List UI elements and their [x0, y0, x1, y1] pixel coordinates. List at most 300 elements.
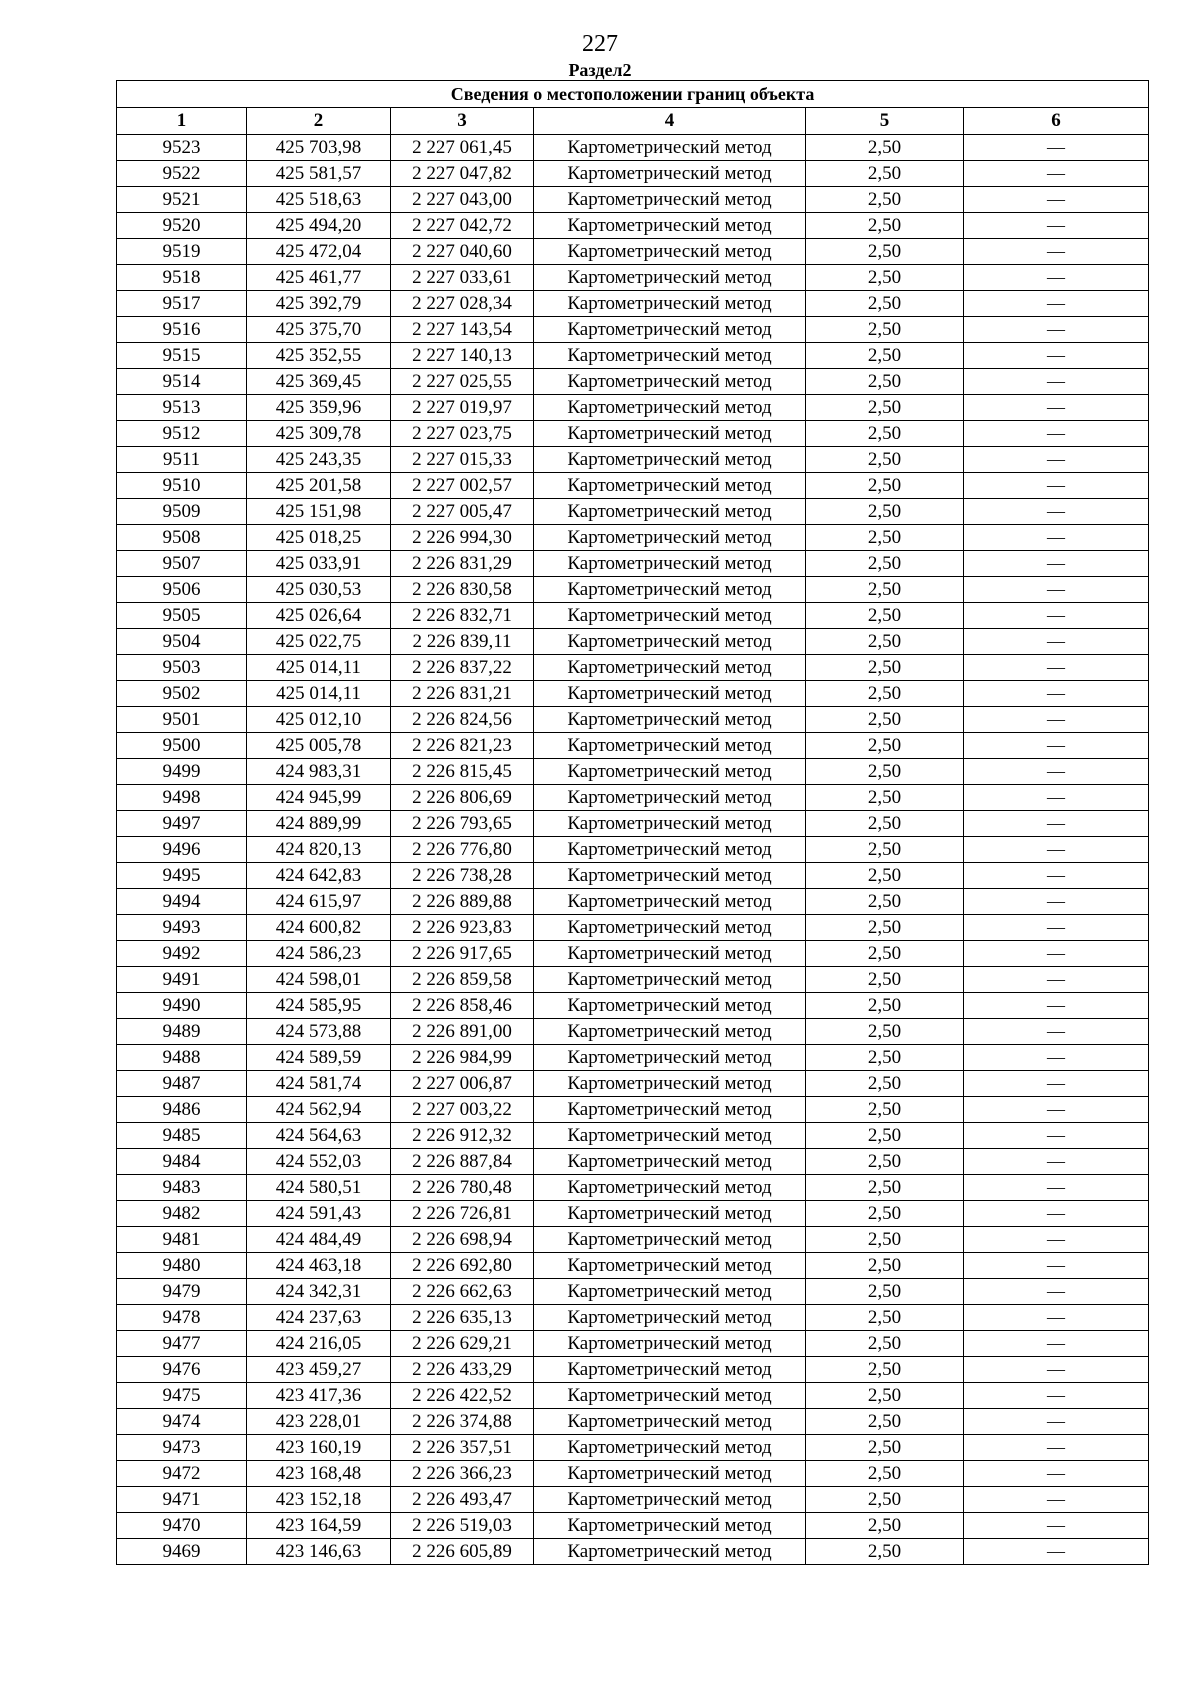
x-coordinate-cell: 425 022,75: [247, 629, 391, 655]
table-row: [117, 1175, 1149, 1201]
description-cell: —: [964, 473, 1149, 499]
method-cell: Картометрический метод: [534, 1019, 806, 1045]
y-coordinate-cell: 2 226 837,22: [391, 655, 534, 681]
x-coordinate-cell: 424 237,63: [247, 1305, 391, 1331]
y-coordinate-cell: 2 226 887,84: [391, 1149, 534, 1175]
x-coordinate-cell: 425 461,77: [247, 265, 391, 291]
description-cell: —: [964, 421, 1149, 447]
point-number-cell: 9505: [117, 603, 247, 629]
table-row: [117, 941, 1149, 967]
method-cell: Картометрический метод: [534, 1097, 806, 1123]
accuracy-cell: 2,50: [806, 1409, 964, 1435]
table-row: [117, 447, 1149, 473]
method-cell: Картометрический метод: [534, 265, 806, 291]
point-number-cell: 9503: [117, 655, 247, 681]
y-coordinate-cell: 2 226 780,48: [391, 1175, 534, 1201]
table-row: [117, 837, 1149, 863]
table-row: [117, 551, 1149, 577]
accuracy-cell: 2,50: [806, 369, 964, 395]
accuracy-cell: 2,50: [806, 629, 964, 655]
description-cell: —: [964, 1357, 1149, 1383]
y-coordinate-cell: 2 226 738,28: [391, 863, 534, 889]
y-coordinate-cell: 2 226 821,23: [391, 733, 534, 759]
accuracy-cell: 2,50: [806, 967, 964, 993]
description-cell: —: [964, 863, 1149, 889]
accuracy-cell: 2,50: [806, 1019, 964, 1045]
description-cell: —: [964, 239, 1149, 265]
accuracy-cell: 2,50: [806, 837, 964, 863]
method-cell: Картометрический метод: [534, 1149, 806, 1175]
table-row: [117, 1513, 1149, 1539]
table-row: [117, 213, 1149, 239]
accuracy-cell: 2,50: [806, 603, 964, 629]
description-cell: —: [964, 395, 1149, 421]
method-cell: Картометрический метод: [534, 707, 806, 733]
method-cell: Картометрический метод: [534, 1435, 806, 1461]
point-number-cell: 9497: [117, 811, 247, 837]
point-number-cell: 9516: [117, 317, 247, 343]
table-row: [117, 1045, 1149, 1071]
method-cell: Картометрический метод: [534, 1487, 806, 1513]
table-row: [117, 889, 1149, 915]
accuracy-cell: 2,50: [806, 993, 964, 1019]
accuracy-cell: 2,50: [806, 1539, 964, 1565]
description-cell: —: [964, 1513, 1149, 1539]
x-coordinate-cell: 423 152,18: [247, 1487, 391, 1513]
y-coordinate-cell: 2 227 061,45: [391, 135, 534, 161]
method-cell: Картометрический метод: [534, 1461, 806, 1487]
table-row: [117, 1461, 1149, 1487]
description-cell: —: [964, 1227, 1149, 1253]
accuracy-cell: 2,50: [806, 551, 964, 577]
y-coordinate-cell: 2 226 831,21: [391, 681, 534, 707]
description-cell: —: [964, 629, 1149, 655]
y-coordinate-cell: 2 227 015,33: [391, 447, 534, 473]
y-coordinate-cell: 2 226 917,65: [391, 941, 534, 967]
accuracy-cell: 2,50: [806, 265, 964, 291]
y-coordinate-cell: 2 226 692,80: [391, 1253, 534, 1279]
description-cell: —: [964, 1123, 1149, 1149]
method-cell: Картометрический метод: [534, 1175, 806, 1201]
description-cell: —: [964, 525, 1149, 551]
point-number-cell: 9520: [117, 213, 247, 239]
table-caption: Сведения о местоположении границ объекта: [117, 81, 1149, 108]
table-row: [117, 1305, 1149, 1331]
point-number-cell: 9482: [117, 1201, 247, 1227]
x-coordinate-cell: 424 642,83: [247, 863, 391, 889]
point-number-cell: 9508: [117, 525, 247, 551]
point-number-cell: 9480: [117, 1253, 247, 1279]
point-number-cell: 9474: [117, 1409, 247, 1435]
table-row: [117, 1019, 1149, 1045]
y-coordinate-cell: 2 226 912,32: [391, 1123, 534, 1149]
accuracy-cell: 2,50: [806, 317, 964, 343]
method-cell: Картометрический метод: [534, 1279, 806, 1305]
point-number-cell: 9494: [117, 889, 247, 915]
point-number-cell: 9487: [117, 1071, 247, 1097]
y-coordinate-cell: 2 226 824,56: [391, 707, 534, 733]
x-coordinate-cell: 425 014,11: [247, 655, 391, 681]
description-cell: —: [964, 811, 1149, 837]
point-number-cell: 9478: [117, 1305, 247, 1331]
x-coordinate-cell: 425 005,78: [247, 733, 391, 759]
table-row: [117, 317, 1149, 343]
y-coordinate-cell: 2 227 047,82: [391, 161, 534, 187]
y-coordinate-cell: 2 226 806,69: [391, 785, 534, 811]
accuracy-cell: 2,50: [806, 213, 964, 239]
accuracy-cell: 2,50: [806, 343, 964, 369]
page-number: 227: [582, 31, 618, 57]
point-number-cell: 9502: [117, 681, 247, 707]
method-cell: Картометрический метод: [534, 1227, 806, 1253]
table-row: [117, 265, 1149, 291]
description-cell: —: [964, 707, 1149, 733]
table-row: [117, 1409, 1149, 1435]
point-number-cell: 9518: [117, 265, 247, 291]
accuracy-cell: 2,50: [806, 733, 964, 759]
table-row: [117, 733, 1149, 759]
point-number-cell: 9507: [117, 551, 247, 577]
method-cell: Картометрический метод: [534, 1071, 806, 1097]
description-cell: —: [964, 1019, 1149, 1045]
column-header: 3: [391, 108, 534, 135]
accuracy-cell: 2,50: [806, 681, 964, 707]
point-number-cell: 9500: [117, 733, 247, 759]
x-coordinate-cell: 424 573,88: [247, 1019, 391, 1045]
x-coordinate-cell: 424 564,63: [247, 1123, 391, 1149]
x-coordinate-cell: 425 030,53: [247, 577, 391, 603]
y-coordinate-cell: 2 227 043,00: [391, 187, 534, 213]
method-cell: Картометрический метод: [534, 681, 806, 707]
accuracy-cell: 2,50: [806, 187, 964, 213]
y-coordinate-cell: 2 226 923,83: [391, 915, 534, 941]
table-row: [117, 577, 1149, 603]
method-cell: Картометрический метод: [534, 239, 806, 265]
x-coordinate-cell: 424 562,94: [247, 1097, 391, 1123]
column-header: 4: [534, 108, 806, 135]
point-number-cell: 9492: [117, 941, 247, 967]
point-number-cell: 9483: [117, 1175, 247, 1201]
accuracy-cell: 2,50: [806, 1331, 964, 1357]
y-coordinate-cell: 2 226 858,46: [391, 993, 534, 1019]
description-cell: —: [964, 941, 1149, 967]
x-coordinate-cell: 425 703,98: [247, 135, 391, 161]
table-row: [117, 707, 1149, 733]
column-header: 1: [117, 108, 247, 135]
method-cell: Картометрический метод: [534, 1357, 806, 1383]
table-row: [117, 525, 1149, 551]
accuracy-cell: 2,50: [806, 1175, 964, 1201]
accuracy-cell: 2,50: [806, 941, 964, 967]
method-cell: Картометрический метод: [534, 967, 806, 993]
method-cell: Картометрический метод: [534, 915, 806, 941]
table-row: [117, 681, 1149, 707]
accuracy-cell: 2,50: [806, 473, 964, 499]
column-header: 5: [806, 108, 964, 135]
description-cell: —: [964, 1201, 1149, 1227]
x-coordinate-cell: 424 552,03: [247, 1149, 391, 1175]
x-coordinate-cell: 424 820,13: [247, 837, 391, 863]
method-cell: Картометрический метод: [534, 369, 806, 395]
x-coordinate-cell: 424 598,01: [247, 967, 391, 993]
method-cell: Картометрический метод: [534, 863, 806, 889]
x-coordinate-cell: 425 494,20: [247, 213, 391, 239]
accuracy-cell: 2,50: [806, 577, 964, 603]
y-coordinate-cell: 2 226 366,23: [391, 1461, 534, 1487]
x-coordinate-cell: 425 581,57: [247, 161, 391, 187]
table-row: [117, 603, 1149, 629]
method-cell: Картометрический метод: [534, 629, 806, 655]
x-coordinate-cell: 424 463,18: [247, 1253, 391, 1279]
accuracy-cell: 2,50: [806, 915, 964, 941]
table-row: [117, 863, 1149, 889]
point-number-cell: 9490: [117, 993, 247, 1019]
method-cell: Картометрический метод: [534, 1253, 806, 1279]
accuracy-cell: 2,50: [806, 863, 964, 889]
point-number-cell: 9495: [117, 863, 247, 889]
x-coordinate-cell: 425 014,11: [247, 681, 391, 707]
accuracy-cell: 2,50: [806, 1045, 964, 1071]
table-row: [117, 395, 1149, 421]
method-cell: Картометрический метод: [534, 733, 806, 759]
point-number-cell: 9515: [117, 343, 247, 369]
table-row: [117, 1071, 1149, 1097]
table-row: [117, 343, 1149, 369]
description-cell: —: [964, 499, 1149, 525]
y-coordinate-cell: 2 227 005,47: [391, 499, 534, 525]
x-coordinate-cell: 425 375,70: [247, 317, 391, 343]
table-row: [117, 759, 1149, 785]
method-cell: Картометрический метод: [534, 1123, 806, 1149]
description-cell: —: [964, 1149, 1149, 1175]
y-coordinate-cell: 2 226 830,58: [391, 577, 534, 603]
accuracy-cell: 2,50: [806, 1253, 964, 1279]
point-number-cell: 9514: [117, 369, 247, 395]
accuracy-cell: 2,50: [806, 1383, 964, 1409]
y-coordinate-cell: 2 227 040,60: [391, 239, 534, 265]
accuracy-cell: 2,50: [806, 1305, 964, 1331]
description-cell: —: [964, 655, 1149, 681]
method-cell: Картометрический метод: [534, 1383, 806, 1409]
point-number-cell: 9475: [117, 1383, 247, 1409]
y-coordinate-cell: 2 226 994,30: [391, 525, 534, 551]
accuracy-cell: 2,50: [806, 135, 964, 161]
method-cell: Картометрический метод: [534, 1045, 806, 1071]
table-body: [117, 135, 1149, 1565]
y-coordinate-cell: 2 227 028,34: [391, 291, 534, 317]
description-cell: —: [964, 161, 1149, 187]
y-coordinate-cell: 2 226 605,89: [391, 1539, 534, 1565]
table-row: [117, 785, 1149, 811]
method-cell: Картометрический метод: [534, 161, 806, 187]
description-cell: —: [964, 889, 1149, 915]
table-row: [117, 1227, 1149, 1253]
accuracy-cell: 2,50: [806, 499, 964, 525]
method-cell: Картометрический метод: [534, 421, 806, 447]
method-cell: Картометрический метод: [534, 811, 806, 837]
y-coordinate-cell: 2 226 433,29: [391, 1357, 534, 1383]
y-coordinate-cell: 2 226 493,47: [391, 1487, 534, 1513]
x-coordinate-cell: 423 160,19: [247, 1435, 391, 1461]
y-coordinate-cell: 2 227 143,54: [391, 317, 534, 343]
accuracy-cell: 2,50: [806, 291, 964, 317]
description-cell: —: [964, 317, 1149, 343]
x-coordinate-cell: 424 591,43: [247, 1201, 391, 1227]
table-row: [117, 187, 1149, 213]
x-coordinate-cell: 425 151,98: [247, 499, 391, 525]
accuracy-cell: 2,50: [806, 161, 964, 187]
x-coordinate-cell: 424 889,99: [247, 811, 391, 837]
accuracy-cell: 2,50: [806, 525, 964, 551]
point-number-cell: 9481: [117, 1227, 247, 1253]
method-cell: Картометрический метод: [534, 1409, 806, 1435]
table-row: [117, 993, 1149, 1019]
point-number-cell: 9499: [117, 759, 247, 785]
x-coordinate-cell: 425 018,25: [247, 525, 391, 551]
x-coordinate-cell: 424 580,51: [247, 1175, 391, 1201]
description-cell: —: [964, 1383, 1149, 1409]
description-cell: —: [964, 1071, 1149, 1097]
table-row: [117, 967, 1149, 993]
y-coordinate-cell: 2 226 984,99: [391, 1045, 534, 1071]
x-coordinate-cell: 423 417,36: [247, 1383, 391, 1409]
x-coordinate-cell: 424 216,05: [247, 1331, 391, 1357]
x-coordinate-cell: 425 243,35: [247, 447, 391, 473]
method-cell: Картометрический метод: [534, 551, 806, 577]
y-coordinate-cell: 2 226 422,52: [391, 1383, 534, 1409]
point-number-cell: 9521: [117, 187, 247, 213]
method-cell: Картометрический метод: [534, 577, 806, 603]
description-cell: —: [964, 1461, 1149, 1487]
description-cell: —: [964, 1175, 1149, 1201]
method-cell: Картометрический метод: [534, 941, 806, 967]
x-coordinate-cell: 424 586,23: [247, 941, 391, 967]
method-cell: Картометрический метод: [534, 447, 806, 473]
x-coordinate-cell: 425 472,04: [247, 239, 391, 265]
y-coordinate-cell: 2 227 025,55: [391, 369, 534, 395]
table-row: [117, 1149, 1149, 1175]
accuracy-cell: 2,50: [806, 421, 964, 447]
y-coordinate-cell: 2 226 635,13: [391, 1305, 534, 1331]
x-coordinate-cell: 425 518,63: [247, 187, 391, 213]
accuracy-cell: 2,50: [806, 1279, 964, 1305]
point-number-cell: 9498: [117, 785, 247, 811]
accuracy-cell: 2,50: [806, 1513, 964, 1539]
table-row: [117, 915, 1149, 941]
x-coordinate-cell: 423 459,27: [247, 1357, 391, 1383]
y-coordinate-cell: 2 226 839,11: [391, 629, 534, 655]
y-coordinate-cell: 2 226 832,71: [391, 603, 534, 629]
accuracy-cell: 2,50: [806, 785, 964, 811]
accuracy-cell: 2,50: [806, 759, 964, 785]
y-coordinate-cell: 2 227 140,13: [391, 343, 534, 369]
description-cell: —: [964, 1539, 1149, 1565]
accuracy-cell: 2,50: [806, 1487, 964, 1513]
x-coordinate-cell: 425 392,79: [247, 291, 391, 317]
point-number-cell: 9519: [117, 239, 247, 265]
point-number-cell: 9512: [117, 421, 247, 447]
table-row: [117, 161, 1149, 187]
x-coordinate-cell: 424 983,31: [247, 759, 391, 785]
accuracy-cell: 2,50: [806, 395, 964, 421]
x-coordinate-cell: 424 945,99: [247, 785, 391, 811]
accuracy-cell: 2,50: [806, 239, 964, 265]
description-cell: —: [964, 967, 1149, 993]
method-cell: Картометрический метод: [534, 473, 806, 499]
accuracy-cell: 2,50: [806, 1149, 964, 1175]
y-coordinate-cell: 2 227 002,57: [391, 473, 534, 499]
description-cell: —: [964, 369, 1149, 395]
point-number-cell: 9501: [117, 707, 247, 733]
x-coordinate-cell: 423 164,59: [247, 1513, 391, 1539]
description-cell: —: [964, 213, 1149, 239]
description-cell: —: [964, 551, 1149, 577]
description-cell: —: [964, 1409, 1149, 1435]
x-coordinate-cell: 423 146,63: [247, 1539, 391, 1565]
method-cell: Картометрический метод: [534, 759, 806, 785]
table-row: [117, 135, 1149, 161]
table-row: [117, 369, 1149, 395]
y-coordinate-cell: 2 226 629,21: [391, 1331, 534, 1357]
x-coordinate-cell: 425 352,55: [247, 343, 391, 369]
accuracy-cell: 2,50: [806, 1071, 964, 1097]
table-row: [117, 1201, 1149, 1227]
accuracy-cell: 2,50: [806, 1461, 964, 1487]
x-coordinate-cell: 424 615,97: [247, 889, 391, 915]
method-cell: Картометрический метод: [534, 1513, 806, 1539]
table-row: [117, 473, 1149, 499]
accuracy-cell: 2,50: [806, 707, 964, 733]
table-row: [117, 1487, 1149, 1513]
y-coordinate-cell: 2 226 776,80: [391, 837, 534, 863]
x-coordinate-cell: 424 600,82: [247, 915, 391, 941]
description-cell: —: [964, 837, 1149, 863]
description-cell: —: [964, 447, 1149, 473]
table-row: [117, 1123, 1149, 1149]
description-cell: —: [964, 603, 1149, 629]
method-cell: Картометрический метод: [534, 993, 806, 1019]
point-number-cell: 9485: [117, 1123, 247, 1149]
x-coordinate-cell: 424 585,95: [247, 993, 391, 1019]
x-coordinate-cell: 425 026,64: [247, 603, 391, 629]
table-row: [117, 499, 1149, 525]
x-coordinate-cell: 424 342,31: [247, 1279, 391, 1305]
table-row: [117, 1357, 1149, 1383]
y-coordinate-cell: 2 226 889,88: [391, 889, 534, 915]
method-cell: Картометрический метод: [534, 317, 806, 343]
description-cell: —: [964, 1435, 1149, 1461]
point-number-cell: 9477: [117, 1331, 247, 1357]
table-row: [117, 239, 1149, 265]
y-coordinate-cell: 2 227 006,87: [391, 1071, 534, 1097]
description-cell: —: [964, 1487, 1149, 1513]
point-number-cell: 9491: [117, 967, 247, 993]
point-number-cell: 9522: [117, 161, 247, 187]
description-cell: —: [964, 733, 1149, 759]
method-cell: Картометрический метод: [534, 1201, 806, 1227]
point-number-cell: 9509: [117, 499, 247, 525]
table-header-row: [117, 108, 1149, 135]
table-row: [117, 629, 1149, 655]
method-cell: Картометрический метод: [534, 1305, 806, 1331]
accuracy-cell: 2,50: [806, 1097, 964, 1123]
column-header: 2: [247, 108, 391, 135]
x-coordinate-cell: 424 484,49: [247, 1227, 391, 1253]
method-cell: Картометрический метод: [534, 499, 806, 525]
point-number-cell: 9469: [117, 1539, 247, 1565]
y-coordinate-cell: 2 226 357,51: [391, 1435, 534, 1461]
point-number-cell: 9511: [117, 447, 247, 473]
